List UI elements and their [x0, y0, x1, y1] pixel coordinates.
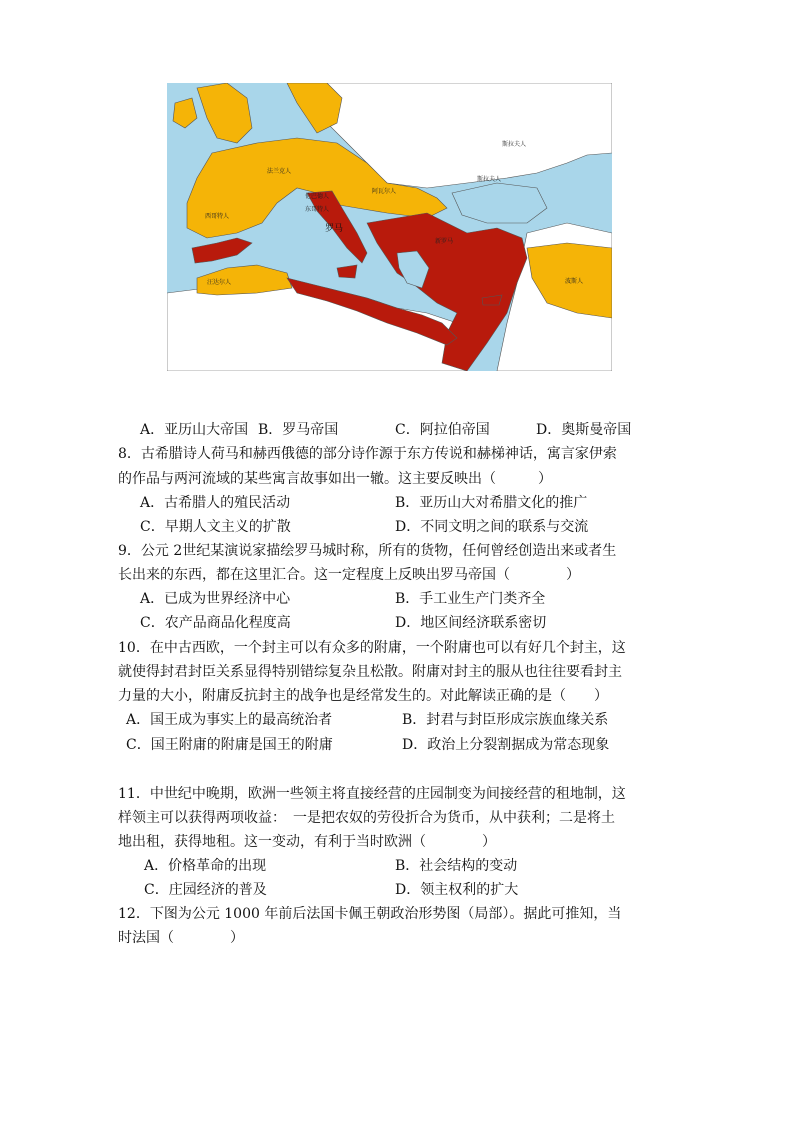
- q7-option-d: D．奥斯曼帝国: [536, 422, 632, 438]
- q8-option-b: B．亚历山大对希腊文化的推广: [395, 495, 588, 511]
- q10-line-3: 力量的大小，附庸反抗封主的战争也是经常发生的。对此解读正确的是（ ）: [118, 688, 608, 704]
- map-label-constantinople: 新罗马: [435, 238, 454, 245]
- q10-option-a: A．国王成为事实上的最高统治者: [126, 712, 333, 728]
- q11-option-c: C．庄园经济的普及: [144, 882, 267, 898]
- q9-option-b: B．手工业生产门类齐全: [395, 591, 546, 607]
- q10-option-c: C．国王附庸的附庸是国王的附庸: [126, 737, 333, 753]
- q11-option-b: B．社会结构的变动: [395, 858, 518, 874]
- q9-option-a: A．已成为世界经济中心: [140, 591, 291, 607]
- q10-option-d: D．政治上分裂割据成为常态现象: [402, 737, 610, 753]
- map-label-persians: 波斯人: [565, 278, 584, 285]
- map-label-vandals: 汪达尔人: [207, 279, 232, 286]
- q12-line-1: 12．下图为公元 1000 年前后法国卡佩王朝政治形势图（局部）。据此可推知，当: [118, 906, 622, 922]
- map-label-rome: 罗马: [325, 224, 344, 234]
- q9-line-1: 9．公元 2世纪某演说家描绘罗马城时称，所有的货物，任何曾经创造出来或者生: [118, 543, 617, 559]
- q9-option-c: C．农产品商品化程度高: [140, 615, 291, 631]
- q7-option-a: A．亚历山大帝国: [140, 422, 249, 438]
- q7-option-b: B．罗马帝国: [258, 422, 339, 438]
- q7-option-c: C．阿拉伯帝国: [395, 422, 490, 438]
- map-label-bulgars: 斯拉夫人: [477, 176, 502, 183]
- q11-option-d: D．领主权利的扩大: [395, 882, 519, 898]
- q12-line-2: 时法国（ ）: [118, 930, 244, 946]
- map-label-lombards: 伦巴德人: [305, 193, 330, 200]
- q8-option-a: A．古希腊人的殖民活动: [140, 495, 291, 511]
- map-label-avars: 阿瓦尔人: [372, 188, 397, 195]
- map-label-franks: 法兰克人: [267, 168, 292, 175]
- q8-line-1: 8．古希腊诗人荷马和赫西俄德的部分诗作源于东方传说和赫梯神话，寓言家伊索: [118, 446, 617, 462]
- q10-line-1: 10．在中古西欧，一个封主可以有众多的附庸，一个附庸也可以有好几个封主，这: [118, 640, 626, 656]
- q11-line-3: 地出租，获得地租。这一变动，有利于当时欧洲（ ）: [118, 834, 496, 850]
- q10-line-2: 就使得封君封臣关系显得特别错综复杂且松散。附庸对封主的服从也往往要看封主: [118, 664, 622, 680]
- roman-empire-map: [167, 83, 612, 371]
- q10-option-b: B．封君与封臣形成宗族血缘关系: [402, 712, 609, 728]
- map-label-ostrogoths: 东哥特人: [305, 206, 330, 213]
- q11-option-a: A．价格革命的出现: [144, 858, 267, 874]
- q8-option-d: D．不同文明之间的联系与交流: [395, 519, 589, 535]
- map-label-visigoths: 西哥特人: [205, 213, 230, 220]
- q11-line-2: 样领主可以获得两项收益： 一是把农奴的劳役折合为货币，从中获利；二是将土: [118, 810, 615, 826]
- q9-line-2: 长出来的东西，都在这里汇合。这一定程度上反映出罗马帝国（ ）: [118, 567, 580, 583]
- q8-line-2: 的作品与两河流域的某些寓言故事如出一辙。这主要反映出（ ）: [118, 471, 552, 487]
- map-label-slavs: 斯拉夫人: [502, 141, 527, 148]
- q8-option-c: C．早期人文主义的扩散: [140, 519, 291, 535]
- q11-line-1: 11．中世纪中晚期，欧洲一些领主将直接经营的庄园制变为间接经营的租地制，这: [118, 786, 626, 802]
- q9-option-d: D．地区间经济联系密切: [395, 615, 547, 631]
